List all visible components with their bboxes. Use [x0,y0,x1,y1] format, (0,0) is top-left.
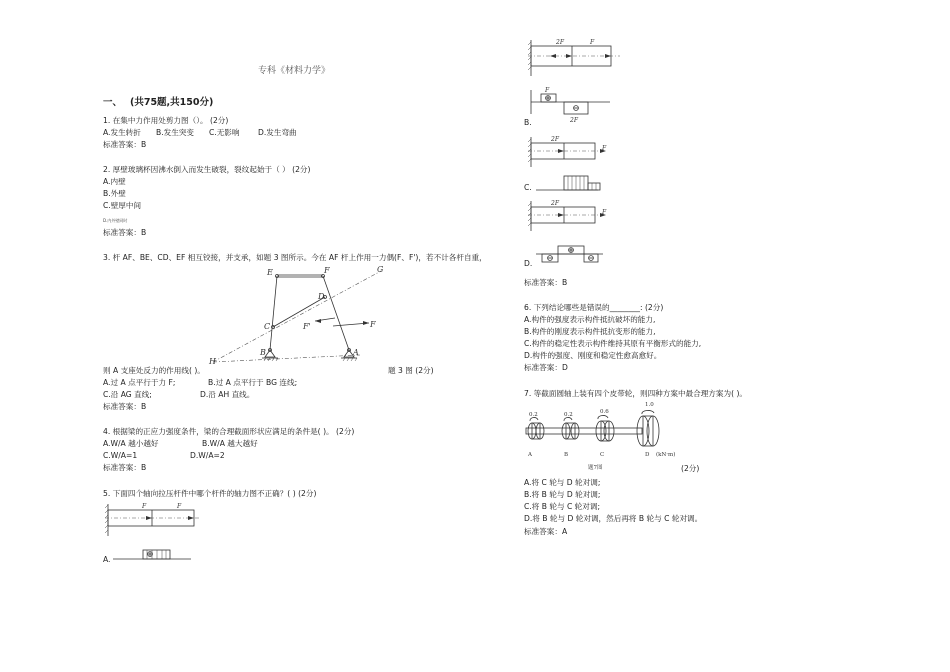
q7-label-b: B [564,452,569,458]
q1-option-a: A.发生转折 [103,128,141,137]
label-C: C [264,322,271,331]
q3-option-d: D.沿 AH 直线。 [200,390,255,399]
q7-caption: 题7图 [588,465,603,471]
section-heading: (共75题,共150分) [130,97,214,108]
doc-title: 专科《材料力学》 [258,66,331,76]
q7-text: 7. 等截面圆轴上装有四个皮带轮，则四种方案中最合理方案为( )。 [524,389,748,398]
q4-option-d: D.W/A=2 [190,451,225,460]
q2-option-c: C.壁厚中间 [103,201,142,210]
q6-option-a: A.构件的强度表示构件抵抗破坏的能力, [524,315,656,324]
q3-continuation: 则 A 支座处反力的作用线( )。 [103,366,205,375]
q6-option-c: C.构件的稳定性表示构件维持其原有平衡形式的能力, [524,339,702,348]
q5-answer: 标准答案：B [524,278,568,287]
q7-score: (2分) [681,464,700,473]
q4-option-c: C.W/A=1 [103,451,138,460]
q7-label-d: D [645,452,650,458]
q5-text: 5. 下面四个轴向拉压杆件中哪个杆件的轴力图不正确？( ) (2分) [103,489,317,498]
q5b-force-label-2: F [590,39,595,46]
label-force: F [370,320,376,329]
q4-option-a: A.W/A 越小越好 [103,439,159,448]
label-D: D [318,292,325,301]
q7-label-c: C [600,452,605,458]
q3-text: 3. 杆 AF、BE、CD、EF 相互铰接，并支承，如题 3 图所示。今在 AF 杆上作用一力偶(F、F')，若不计各杆自重， [103,253,487,262]
q5-figure-b [528,36,628,126]
q3-answer: 标准答案：B [103,402,147,411]
q5-figure-c [528,133,638,193]
q7-unit: (kN·m) [656,452,676,458]
q7-value-c: 0.6 [600,409,609,415]
q7-value-a: 0.2 [529,412,538,418]
q5b-diagram-label-2: 2F [570,117,578,124]
q3-caption: 题 3 图 (2分) [388,366,434,375]
q1-text: 1. 在集中力作用处剪力图（）。 (2分) [103,116,229,125]
q7-shaft-figure [522,400,682,475]
label-E: E [267,268,273,277]
label-B: B [260,348,266,357]
q5a-force-label-1: F [142,503,147,510]
q7-option-d: D.将 B 轮与 D 轮对调，然后再将 B 轮与 C 轮对调。 [524,514,703,523]
q4-text: 4. 根据梁的正应力强度条件，梁的合理截面形状应满足的条件是( )。 (2分) [103,427,355,436]
label-G: G [377,265,384,274]
q3-truss-figure [205,266,385,366]
q6-answer: 标准答案：D [524,363,568,372]
q1-option-b: B.发生突变 [156,128,194,137]
q7-value-b: 0.2 [564,412,573,418]
q5b-force-label-1: 2F [556,39,564,46]
q6-option-d: D.构件的强度、刚度和稳定性愈高愈好。 [524,351,662,360]
q5-option-c: C. [524,183,532,192]
q3-option-a: A.过 A 点平行于力 F; [103,378,176,387]
q3-option-b: B.过 A 点平行于 BG 连线; [208,378,298,387]
label-force-prime: F' [303,322,311,331]
q5-figure-a [105,500,205,565]
q7-option-c: C.将 B 轮与 C 轮对调; [524,502,601,511]
label-A: A [353,348,359,357]
section-number: 一、 [103,97,123,108]
q5d-force-label-2: F [602,209,607,216]
q5a-force-label-2: F [177,503,182,510]
q5c-force-label-2: F [602,145,607,152]
q2-option-d: D.内外壁同时 [103,218,128,223]
q7-option-b: B.将 B 轮与 D 轮对调; [524,490,601,499]
q2-text: 2. 厚壁玻璃杯因沸水倒入而发生破裂，裂纹起始于（ ） (2分) [103,165,311,174]
q5b-diagram-label-1: F [545,87,550,94]
q2-option-a: A.内壁 [103,177,126,186]
label-H: H [209,357,216,366]
q7-value-d: 1.0 [645,402,654,408]
q4-option-b: B.W/A 越大越好 [202,439,258,448]
q5-option-b: B. [524,118,532,127]
label-F: F [324,266,330,275]
q1-option-d: D.发生弯曲 [258,128,297,137]
q3-option-c: C.沿 AG 直线; [103,390,152,399]
q4-answer: 标准答案：B [103,463,147,472]
q5d-force-label-1: 2F [551,200,559,207]
q5-option-d: D. [524,259,533,268]
q1-option-c: C.无影响 [209,128,240,137]
q6-text: 6. 下列结论哪些是错误的________: (2分) [524,303,664,312]
q5c-force-label-1: 2F [551,136,559,143]
q2-answer: 标准答案：B [103,228,147,237]
q5-option-a: A. [103,555,111,564]
q6-option-b: B.构件的刚度表示构件抵抗变形的能力, [524,327,656,336]
q7-answer: 标准答案：A [524,527,568,536]
q1-answer: 标准答案：B [103,140,147,149]
q7-option-a: A.将 C 轮与 D 轮对调; [524,478,601,487]
q5-figure-d [528,197,638,267]
q2-option-b: B.外壁 [103,189,126,198]
q7-label-a: A [528,452,532,458]
